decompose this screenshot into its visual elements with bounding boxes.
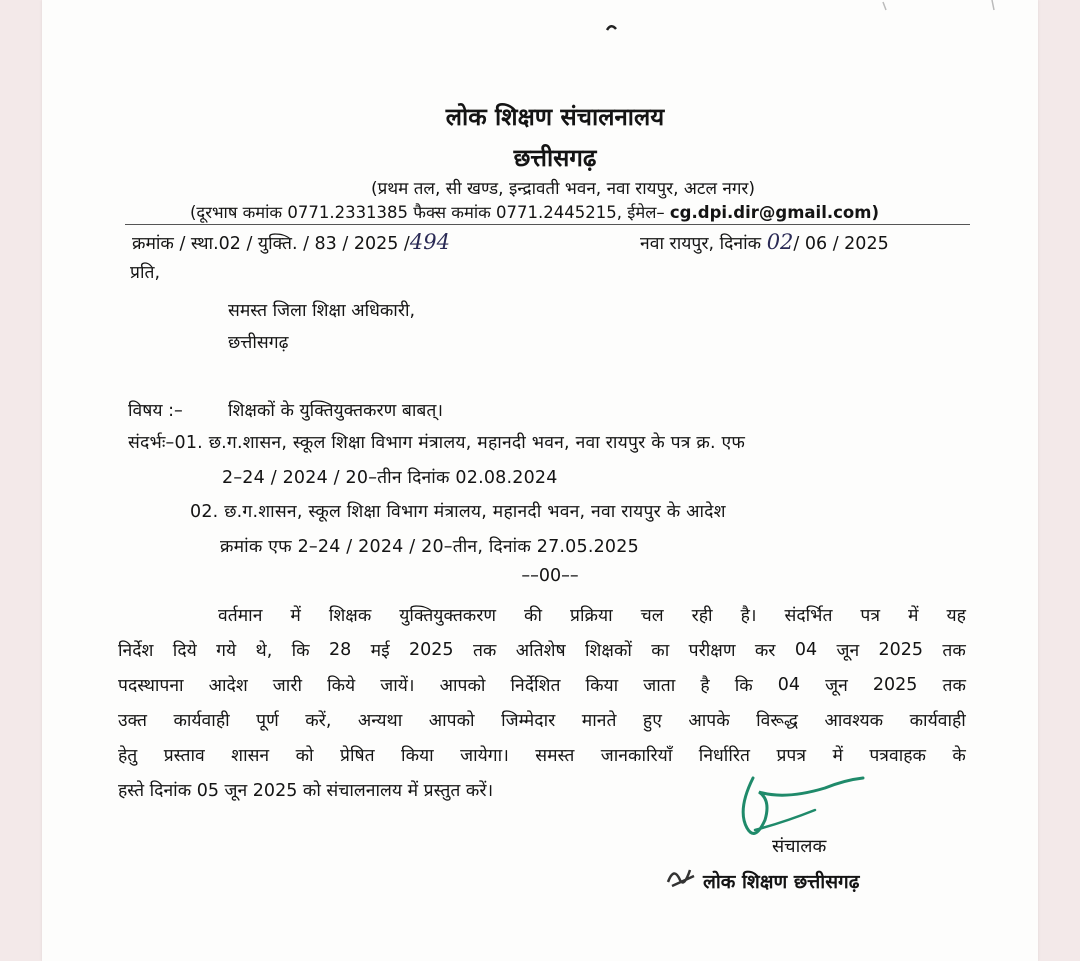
reference-handwritten: 494 [409,230,450,254]
body-line: पदस्थापना आदेश जारी किये जायें। आपको निर्देशित किया जाता है कि 04 जून 2025 तक [118,674,966,696]
addressee-line-1: समस्त जिला शिक्षा अधिकारी, [228,301,416,321]
date-suffix: / 06 / 2025 [793,234,889,254]
contact-line [190,200,879,223]
body-line: वर्तमान में शिक्षक युक्तियुक्तकरण की प्रक्रिया चल रही है। संदर्भित पत्र में यह [218,605,966,626]
state-title: छत्तीसगढ़ [513,144,597,172]
corner-mark-icon [880,0,1020,14]
section-separator: ––00–– [521,566,579,586]
signatory-title: संचालक [772,836,827,857]
prati-label: प्रति, [130,263,161,283]
reference-2: 02. छ.ग.शासन, स्कूल शिक्षा विभाग मंत्रालय, महानदी भवन, नवा रायपुर के आदेश [190,502,726,522]
reference-number [132,230,450,255]
letter-date [640,230,889,255]
body-line: निर्देश दिये गये थे, कि 28 मई 2025 तक अतिशेष शिक्षकों का परीक्षण कर 04 जून 2025 तक [118,639,966,661]
signatory-office: लोक शिक्षण छत्तीसगढ़ [703,871,860,893]
subject-text: शिक्षकों के युक्तियुक्तकरण बाबत्। [228,401,443,421]
signature-flourish-icon [664,862,700,892]
reference-2-continued: क्रमांक एफ 2–24 / 2024 / 20–तीन, दिनांक 27.05.2025 [220,537,639,557]
header-divider [125,224,970,225]
reference-1: संदर्भः–01. छ.ग.शासन, स्कूल शिक्षा विभाग मंत्रालय, महानदी भवन, नवा रायपुर के पत्र क्र. एफ [128,433,746,453]
contact-numbers: (दूरभाष कमांक 0771.2331385 फैक्स कमांक 0771.2445215, ईमेल– [190,203,670,222]
body-line: उक्त कार्यवाही पूर्ण करें, अन्यथा आपको जिम्मेदार मानते हुए आपके विरूद्ध आवश्यक कार्यवाही [118,710,966,731]
office-address: (प्रथम तल, सी खण्ड, इन्द्रावती भवन, नवा रायपुर, अटल नगर) [371,179,755,199]
email-address: cg.dpi.dir@gmail.com) [669,203,879,222]
body-line: हेतु प्रस्ताव शासन को प्रेषित किया जायेगा। समस्त जानकारियॉं निर्धारित प्रपत्र में पत्रवाहक के [118,745,966,766]
reference-printed: क्रमांक / स्था.02 / युक्ति. / 83 / 2025 / [132,234,410,254]
subject-label: विषय :– [128,401,183,421]
date-handwritten: 02 [766,230,794,254]
body-line: हस्ते दिनांक 05 जून 2025 को संचालनालय में प्रस्तुत करें। [118,780,494,801]
ink-mark-icon [604,20,620,34]
reference-1-continued: 2–24 / 2024 / 20–तीन दिनांक 02.08.2024 [222,468,558,488]
addressee-line-2: छत्तीसगढ़ [228,333,289,353]
office-title: लोक शिक्षण संचालनालय [445,103,665,131]
date-prefix: नवा रायपुर, दिनांक [640,234,767,254]
